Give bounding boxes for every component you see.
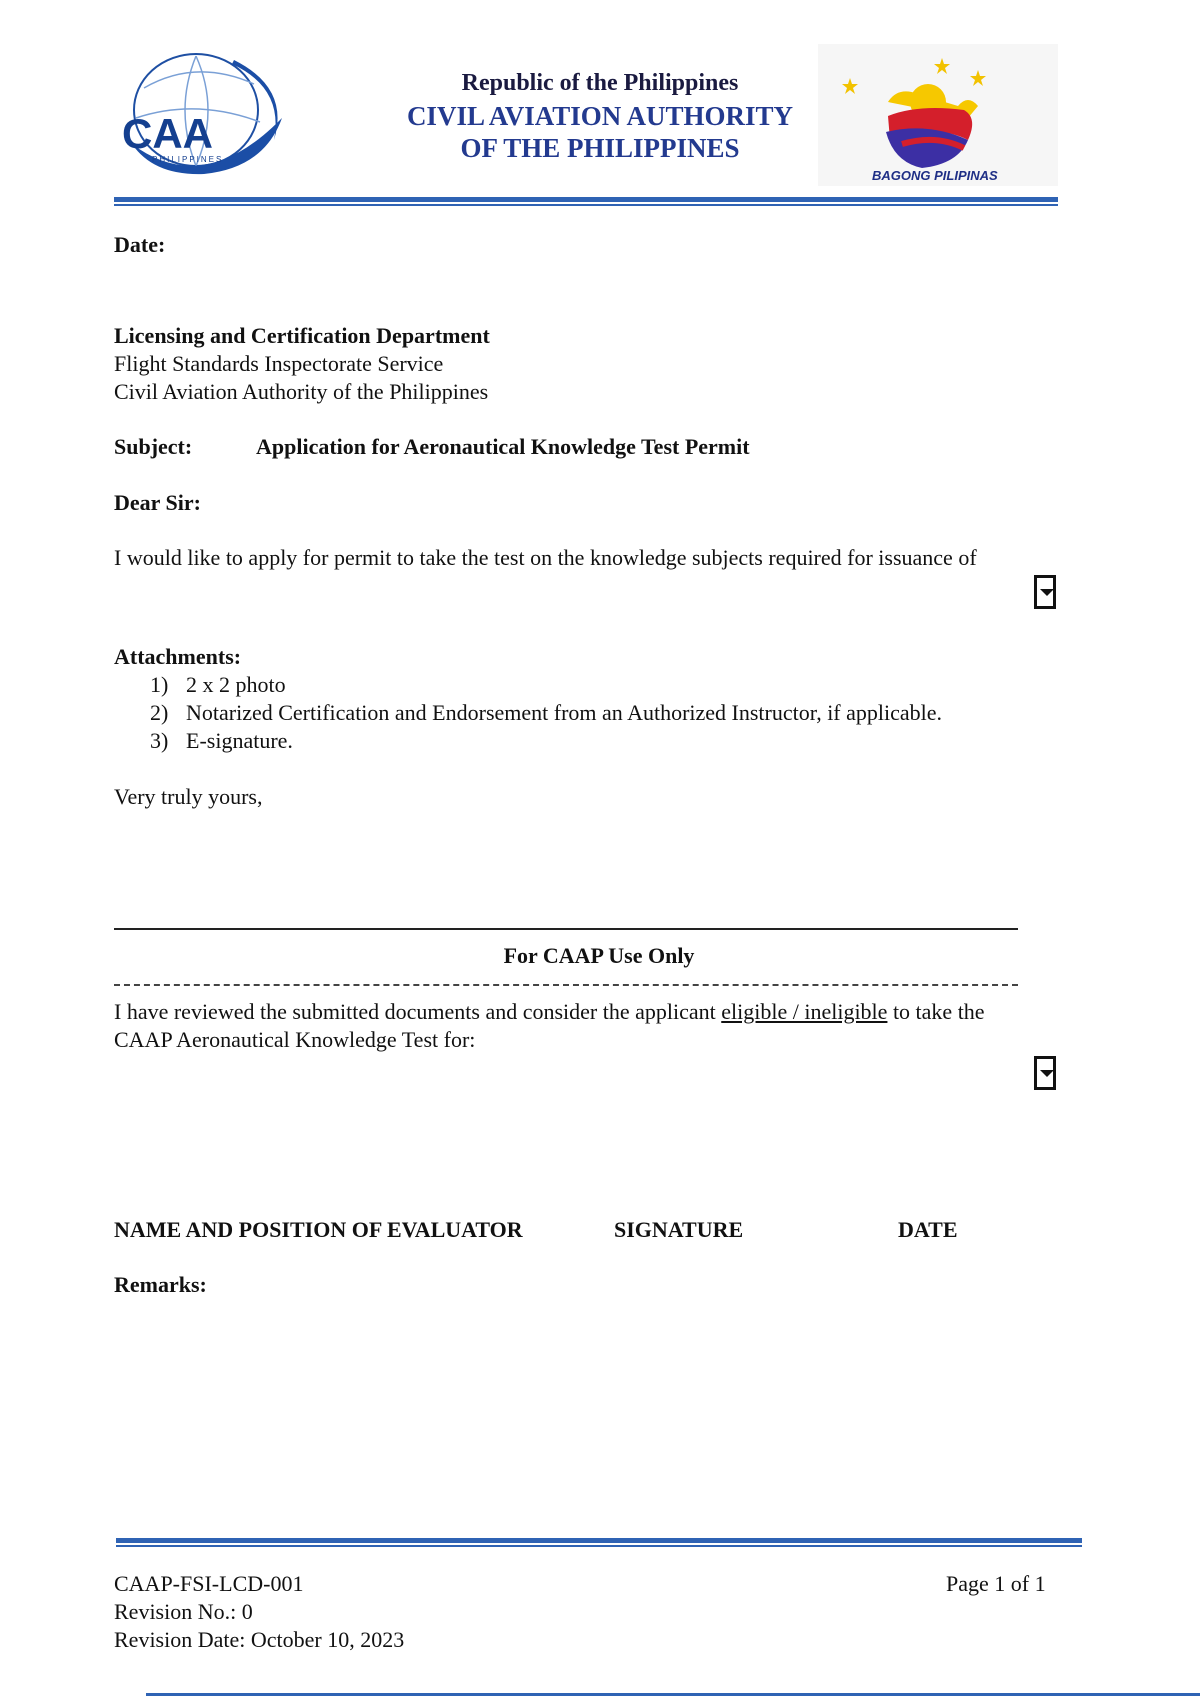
date-label: Date: <box>114 232 166 257</box>
caap-section-title: For CAAP Use Only <box>503 943 695 968</box>
review-line-2: CAAP Aeronautical Knowledge Test for: <box>114 1027 476 1052</box>
header-rule-thin <box>114 204 1058 206</box>
subject-label: Subject: <box>114 434 193 459</box>
header-agency-line2: OF THE PHILIPPINES <box>460 133 740 163</box>
review-eligibility-choice: eligible / ineligible <box>721 999 888 1024</box>
review-statement <box>114 998 985 1026</box>
header-republic: Republic of the Philippines <box>461 70 739 96</box>
review-suffix: to take the <box>892 999 985 1024</box>
caa-logo-text: CAA <box>122 110 213 157</box>
header-rule <box>114 197 1058 202</box>
footer-rule-thin <box>116 1545 1082 1547</box>
review-prefix: I have reviewed the submitted documents and consider the applicant <box>114 999 716 1024</box>
list-item <box>150 671 1050 699</box>
addressee-agency: Civil Aviation Authority of the Philippines <box>114 379 489 404</box>
caa-logo-subtext: PHILIPPINES <box>152 155 224 164</box>
list-item <box>150 699 1050 727</box>
signature-label: SIGNATURE <box>614 1217 744 1242</box>
footer-doc-code: CAAP-FSI-LCD-001 <box>114 1571 304 1596</box>
list-item-text: Notarized Certification and Endorsement from an Authorized Instructor, if applicable. <box>186 700 943 725</box>
remarks-label: Remarks: <box>114 1272 207 1297</box>
caa-logo <box>114 48 290 178</box>
list-item <box>150 727 1050 755</box>
attachments-list <box>150 671 1050 755</box>
list-item-number: 2) <box>150 700 169 725</box>
license-type-dropdown[interactable] <box>1034 575 1056 609</box>
bagong-pilipinas-logo <box>818 44 1058 186</box>
footer-rule <box>116 1538 1082 1543</box>
section-divider-dashed <box>114 984 1018 986</box>
header-agency-line1: CIVIL AVIATION AUTHORITY <box>406 101 794 131</box>
footer-revision-date: Revision Date: October 10, 2023 <box>114 1627 405 1652</box>
closing: Very truly yours, <box>114 784 263 809</box>
list-item-text: E-signature. <box>186 728 293 753</box>
footer-page-number: Page 1 of 1 <box>946 1571 1046 1596</box>
addressee-service: Flight Standards Inspectorate Service <box>114 351 444 376</box>
evaluator-name-label: NAME AND POSITION OF EVALUATOR <box>114 1217 523 1242</box>
section-divider-top <box>114 928 1018 930</box>
attachments-label: Attachments: <box>114 644 242 669</box>
addressee-department: Licensing and Certification Department <box>114 323 490 348</box>
list-item-text: 2 x 2 photo <box>186 672 286 697</box>
date-column-label: DATE <box>898 1217 958 1242</box>
test-type-dropdown[interactable] <box>1034 1056 1056 1090</box>
bagong-pilipinas-text: BAGONG PILIPINAS <box>872 168 998 183</box>
footer-revision-no: Revision No.: 0 <box>114 1599 253 1624</box>
list-item-number: 1) <box>150 672 169 697</box>
salutation: Dear Sir: <box>114 490 201 515</box>
body-paragraph: I would like to apply for permit to take the test on the knowledge subjects required for issuance of <box>114 545 977 570</box>
list-item-number: 3) <box>150 728 169 753</box>
subject-text: Application for Aeronautical Knowledge Test Permit <box>256 434 750 459</box>
